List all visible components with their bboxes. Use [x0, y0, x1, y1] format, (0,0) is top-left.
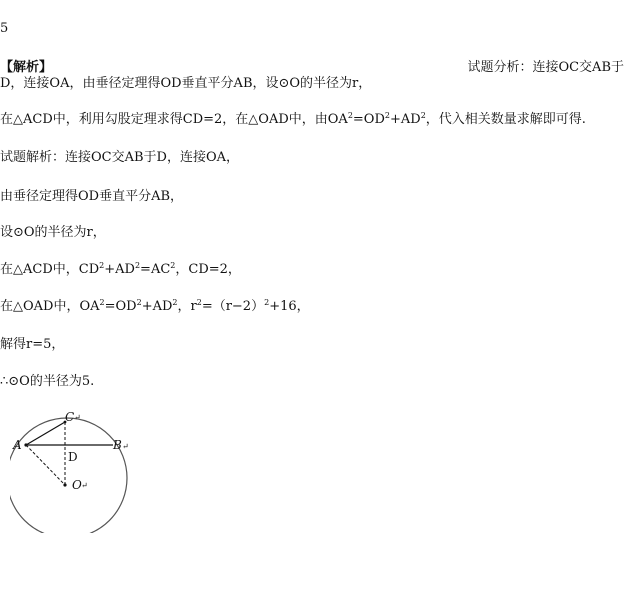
step-4-b: =OD — [104, 299, 137, 314]
answer-value: 5 — [0, 21, 9, 36]
label-o: O — [72, 478, 82, 492]
superscript: 2 — [347, 111, 353, 120]
circle-o — [10, 418, 127, 533]
step-4-c: +AD — [141, 299, 173, 314]
section-title: 【解析】 — [0, 60, 53, 75]
step-4-a: 在△OAD中，OA — [0, 299, 100, 314]
analysis-label: 试题分析：连接OC交AB于 — [467, 60, 624, 75]
superscript: 2 — [196, 298, 202, 307]
step-3-b: +AD — [104, 262, 135, 277]
solution-step-3 — [0, 262, 241, 278]
analysis-line-2 — [0, 112, 586, 128]
analysis-continuation: D，连接OA，由垂径定理得OD垂直平分AB，设⊙O的半径为r， — [0, 76, 372, 91]
solution-intro: 试题解析：连接OC交AB于D，连接OA， — [0, 150, 240, 165]
analysis-line-2-a: 在△ACD中，利用勾股定理求得CD=2，在△OAD中，由OA — [0, 112, 348, 127]
solution-step-4 — [0, 299, 310, 315]
solution-step-5: 解得r=5， — [0, 337, 65, 352]
label-b: B — [113, 438, 122, 452]
analysis-line-2-d: ，代入相关数量求解即可得. — [425, 112, 586, 127]
segment-ac — [26, 422, 65, 445]
point-o — [63, 483, 66, 486]
point-a — [24, 443, 27, 446]
step-3-a: 在△ACD中，CD — [0, 262, 100, 277]
superscript: 2 — [170, 261, 176, 270]
step-3-c: =AC — [140, 262, 171, 277]
label-c-mark: ↵ — [74, 413, 81, 422]
label-d: D — [68, 450, 78, 464]
superscript: 2 — [99, 261, 105, 270]
superscript: 2 — [384, 111, 390, 120]
superscript: 2 — [172, 298, 178, 307]
solution-step-1: 由垂径定理得OD垂直平分AB， — [0, 189, 184, 204]
label-a: A — [13, 438, 22, 452]
superscript: 2 — [99, 298, 105, 307]
segment-oa-dashed — [26, 445, 65, 485]
superscript: 2 — [420, 111, 426, 120]
conclusion: ∴⊙O的半径为5. — [0, 374, 95, 389]
step-3-d: ，CD=2， — [175, 262, 241, 277]
analysis-line-2-c: +AD — [389, 112, 421, 127]
analysis-line-2-b: =OD — [352, 112, 385, 127]
step-4-d: ，r — [177, 299, 197, 314]
step-4-e: =（r−2） — [201, 299, 265, 314]
label-o-mark: ↵ — [81, 481, 88, 490]
step-4-f: +16， — [269, 299, 310, 314]
label-c: C — [65, 410, 75, 424]
superscript: 2 — [264, 298, 270, 307]
label-b-mark: ↵ — [122, 442, 129, 451]
superscript: 2 — [136, 298, 142, 307]
circle-figure — [10, 408, 140, 533]
superscript: 2 — [134, 261, 141, 270]
solution-step-2: 设⊙O的半径为r， — [0, 225, 106, 240]
